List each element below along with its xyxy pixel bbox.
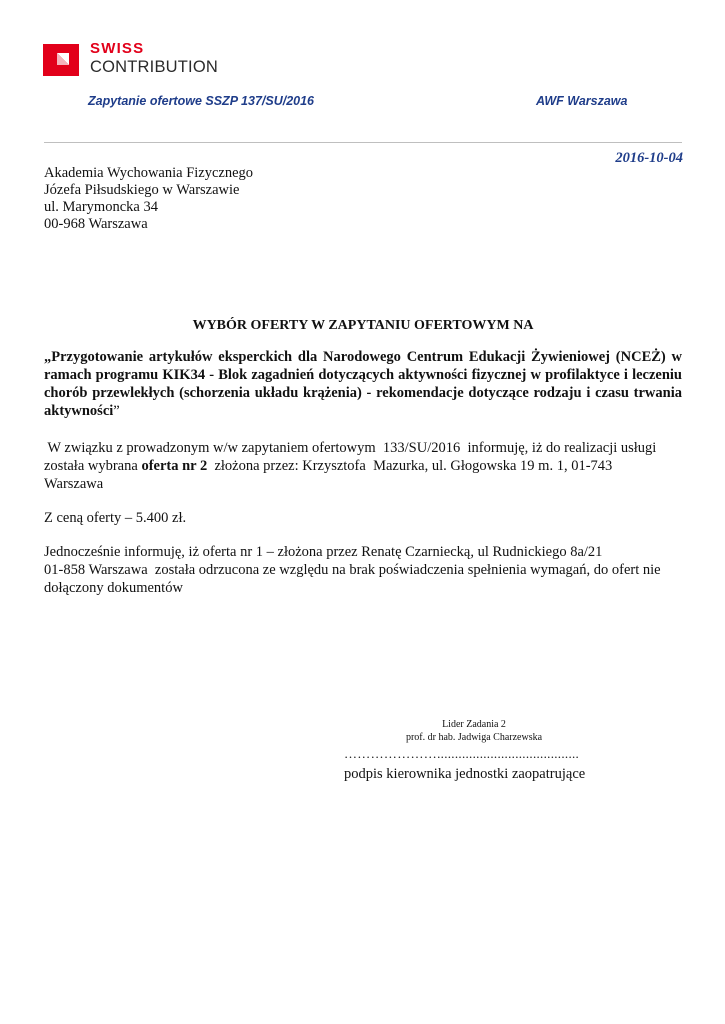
document-title: WYBÓR OFERTY W ZAPYTANIU OFERTOWYM NA [192, 318, 534, 333]
header-reference: Zapytanie ofertowe SSZP 137/SU/2016 [88, 94, 315, 108]
swiss-contribution-logo-icon [43, 44, 79, 76]
paragraph-line: Jednocześnie informuję, iż oferta nr 1 – złożona przez Renatę Czarniecką, ul Rudnickiego 8a/21 [44, 544, 603, 560]
recipient-address [44, 165, 253, 233]
paragraph-text: złożona przez: Krzysztofa Mazurka, ul. Głogowska 19 m. 1, 01-743 [207, 458, 613, 474]
paragraph-line: W związku z prowadzonym w/w zapytaniem ofertowym 133/SU/2016 informuję, iż do realizacji usługi [44, 440, 657, 456]
subject-text: „Przygotowanie artykułów eksperckich dla Narodowego Centrum Edukacji Żywieniowej (NCEŻ) w ramach programu KIK34 - Blok zagadnień dotyczących aktywności fizycznej w profilaktyce i leczeniu chorób przewlekłych (schorzenia układu krążenia) - rekomendacje dotyczące rodzaju i czasu trwania aktywności [44, 349, 682, 419]
signature-name: prof. dr hab. Jadwiga Charzewska [405, 732, 543, 743]
rejection-paragraph [44, 543, 682, 597]
header-divider [44, 142, 682, 143]
address-line: Józefa Piłsudskiego w Warszawie [44, 182, 240, 198]
signature-line: …………………........................................ [344, 746, 580, 761]
logo-text-contribution: CONTRIBUTION [90, 58, 218, 76]
selection-paragraph [44, 439, 682, 493]
paragraph-line: Warszawa [44, 476, 104, 492]
price-paragraph: Z ceną oferty – 5.400 zł. [44, 510, 187, 526]
paragraph-line [44, 457, 682, 475]
subject-close-quote: ” [113, 403, 120, 419]
paragraph-line: 01-858 Warszawa została odrzucona ze względu na brak poświadczenia spełnienia wymagań, do ofert nie [44, 562, 661, 578]
paragraph-text: została wybrana [44, 458, 142, 474]
address-line: 00-968 Warszawa [44, 216, 148, 232]
signature-caption: podpis kierownika jednostki zaopatrujące [344, 766, 586, 782]
logo-text-swiss: SWISS [90, 40, 145, 57]
header-institution: AWF Warszawa [536, 94, 628, 108]
address-line: Akademia Wychowania Fizycznego [44, 165, 254, 181]
paragraph-line: dołączony dokumentów [44, 580, 183, 596]
subject-paragraph [44, 348, 682, 420]
address-line: ul. Marymoncka 34 [44, 199, 158, 215]
selected-offer: oferta nr 2 [141, 458, 208, 474]
signature-role: Lider Zadania 2 [442, 719, 506, 730]
document-date: 2016-10-04 [615, 150, 683, 166]
